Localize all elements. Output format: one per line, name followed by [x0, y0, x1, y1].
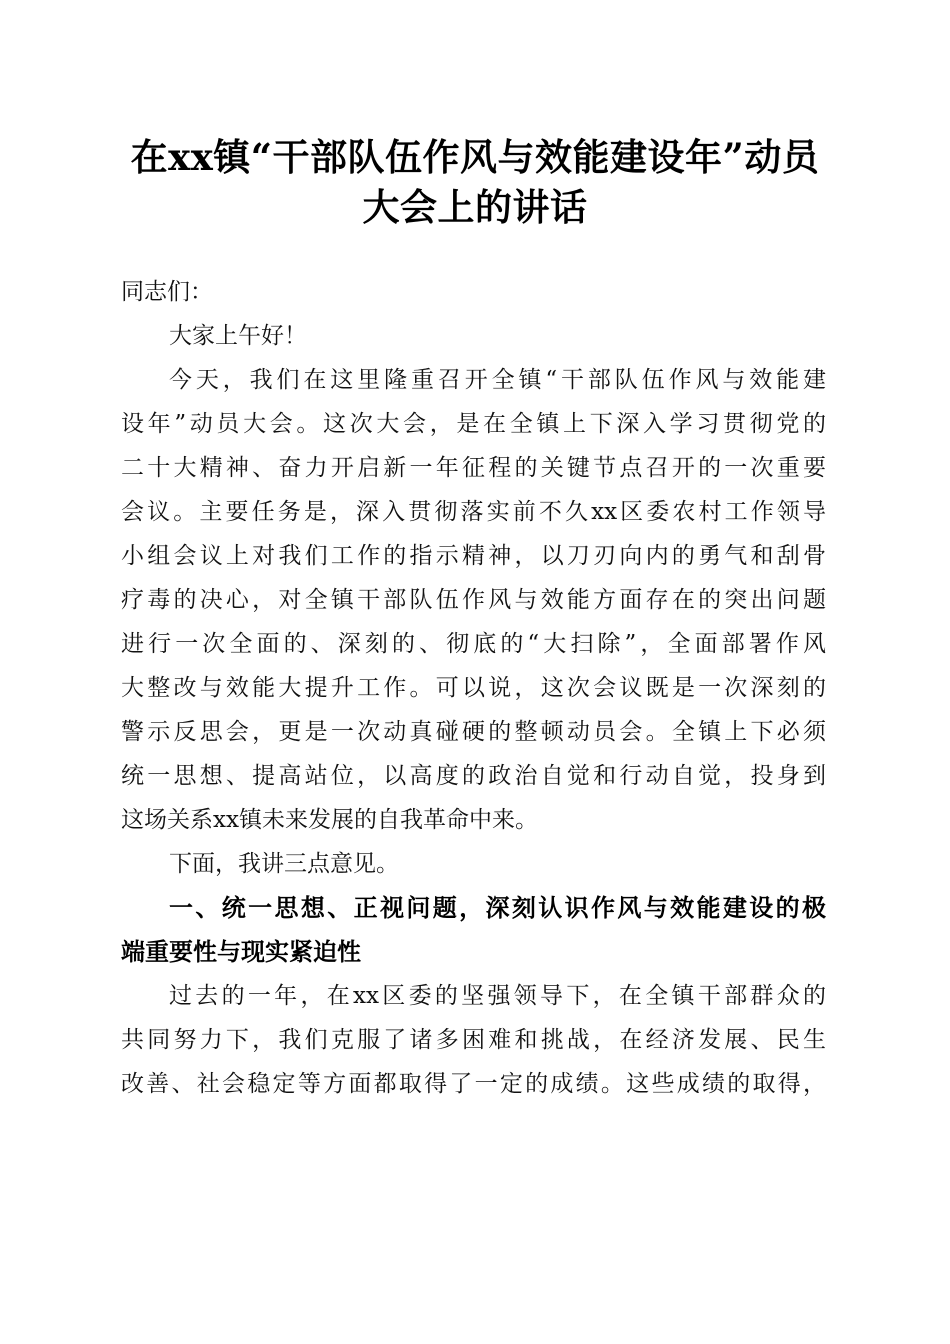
heading-line: 一、统一思想、正视问题，深刻认识作风与效能建设的极	[169, 894, 826, 922]
paragraph-1	[121, 358, 826, 842]
paragraph-line: 统一思想、提高站位，以高度的政治自觉和行动自觉，投身到	[121, 763, 826, 789]
paragraph-line: 会议。主要任务是，深入贯彻落实前不久xx区委农村工作领导	[121, 499, 826, 525]
paragraph-line: 大整改与效能大提升工作。可以说，这次会议既是一次深刻的	[121, 675, 826, 701]
document-body	[121, 270, 826, 1106]
greeting: 大家上午好！	[169, 323, 307, 349]
paragraph-line: 设年”动员大会。这次大会，是在全镇上下深入学习贯彻党的	[121, 411, 826, 437]
section-1-heading	[121, 886, 826, 974]
paragraph-line: 这场关系xx镇未来发展的自我革命中来。	[121, 807, 538, 833]
document-title	[110, 132, 840, 232]
paragraph-line: 共同努力下，我们克服了诸多困难和挑战，在经济发展、民生	[121, 1027, 826, 1053]
paragraph-line: 进行一次全面的、深刻的、彻底的“大扫除”，全面部署作风	[121, 631, 826, 657]
salutation: 同志们：	[121, 279, 213, 305]
heading-line: 端重要性与现实紧迫性	[121, 938, 361, 966]
paragraph-line: 小组会议上对我们工作的指示精神，以刀刃向内的勇气和刮骨	[121, 543, 826, 569]
title-line: 大会上的讲话	[362, 185, 588, 229]
paragraph-line: 过去的一年，在xx区委的坚强领导下，在全镇干部群众的	[169, 983, 826, 1009]
paragraph-line: 改善、社会稳定等方面都取得了一定的成绩。这些成绩的取得，	[121, 1071, 826, 1097]
paragraph-2	[121, 974, 826, 1106]
paragraph-line: 警示反思会，更是一次动真碰硬的整顿动员会。全镇上下必须	[121, 719, 826, 745]
paragraph-line: 今天，我们在这里隆重召开全镇“干部队伍作风与效能建	[169, 367, 826, 393]
paragraph-line: 疗毒的决心，对全镇干部队伍作风与效能方面存在的突出问题	[121, 587, 826, 613]
paragraph-line: 二十大精神、奋力开启新一年征程的关键节点召开的一次重要	[121, 455, 826, 481]
title-line: 在xx镇“干部队伍作风与效能建设年”动员	[130, 135, 820, 179]
transition-text: 下面，我讲三点意见。	[169, 851, 399, 877]
